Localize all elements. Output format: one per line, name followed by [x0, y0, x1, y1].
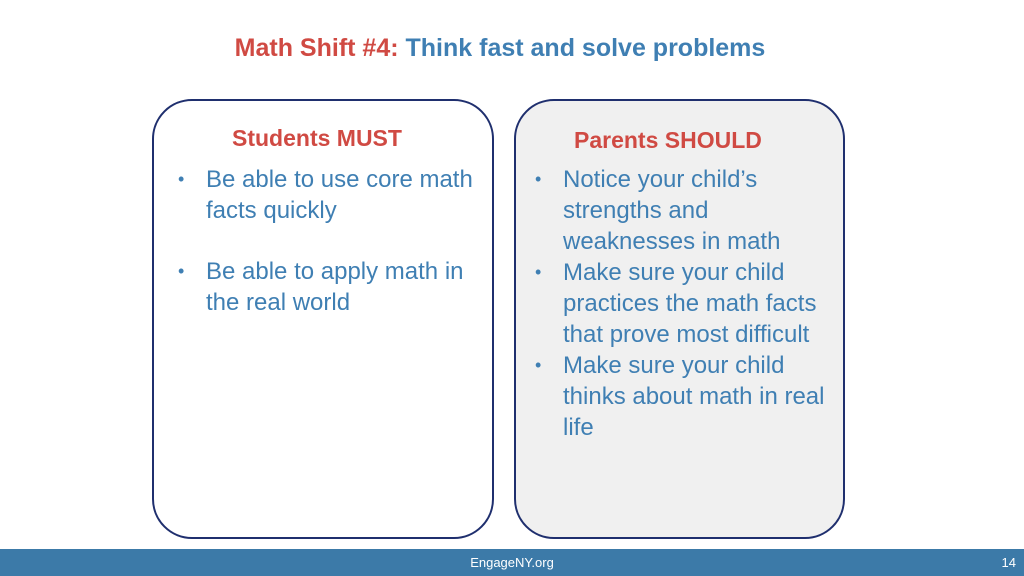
- bullet-icon: •: [178, 261, 185, 281]
- list-item: [533, 257, 833, 350]
- students-list: [176, 164, 486, 318]
- list-item: [176, 256, 486, 318]
- title-text: Think fast and solve problems: [405, 34, 766, 62]
- parents-card: [514, 99, 845, 539]
- slide-title: [0, 34, 1000, 63]
- list-item-text: Be able to apply math in the real world: [206, 258, 464, 316]
- list-item: [533, 164, 833, 257]
- bullet-icon: •: [535, 262, 542, 282]
- list-item-text: Be able to use core math facts quickly: [206, 166, 473, 224]
- parents-list: [533, 164, 833, 443]
- title-prefix: Math Shift #4:: [234, 34, 399, 62]
- list-item-text: Notice your child’s strengths and weaknesses in math: [563, 166, 781, 255]
- bullet-icon: •: [178, 169, 185, 189]
- footer-site: EngageNY.org: [470, 555, 554, 570]
- list-item: [533, 350, 833, 443]
- bullet-icon: •: [535, 355, 542, 375]
- list-item: [176, 164, 486, 226]
- students-card: [152, 99, 494, 539]
- parents-heading: Parents SHOULD: [574, 127, 762, 153]
- students-heading: Students MUST: [232, 125, 402, 151]
- footer-bar: [0, 549, 1024, 576]
- list-item-text: Make sure your child practices the math facts that prove most difficult: [563, 259, 817, 348]
- page-number: 14: [1001, 555, 1016, 570]
- bullet-icon: •: [535, 169, 542, 189]
- list-item-text: Make sure your child thinks about math in real life: [563, 352, 825, 441]
